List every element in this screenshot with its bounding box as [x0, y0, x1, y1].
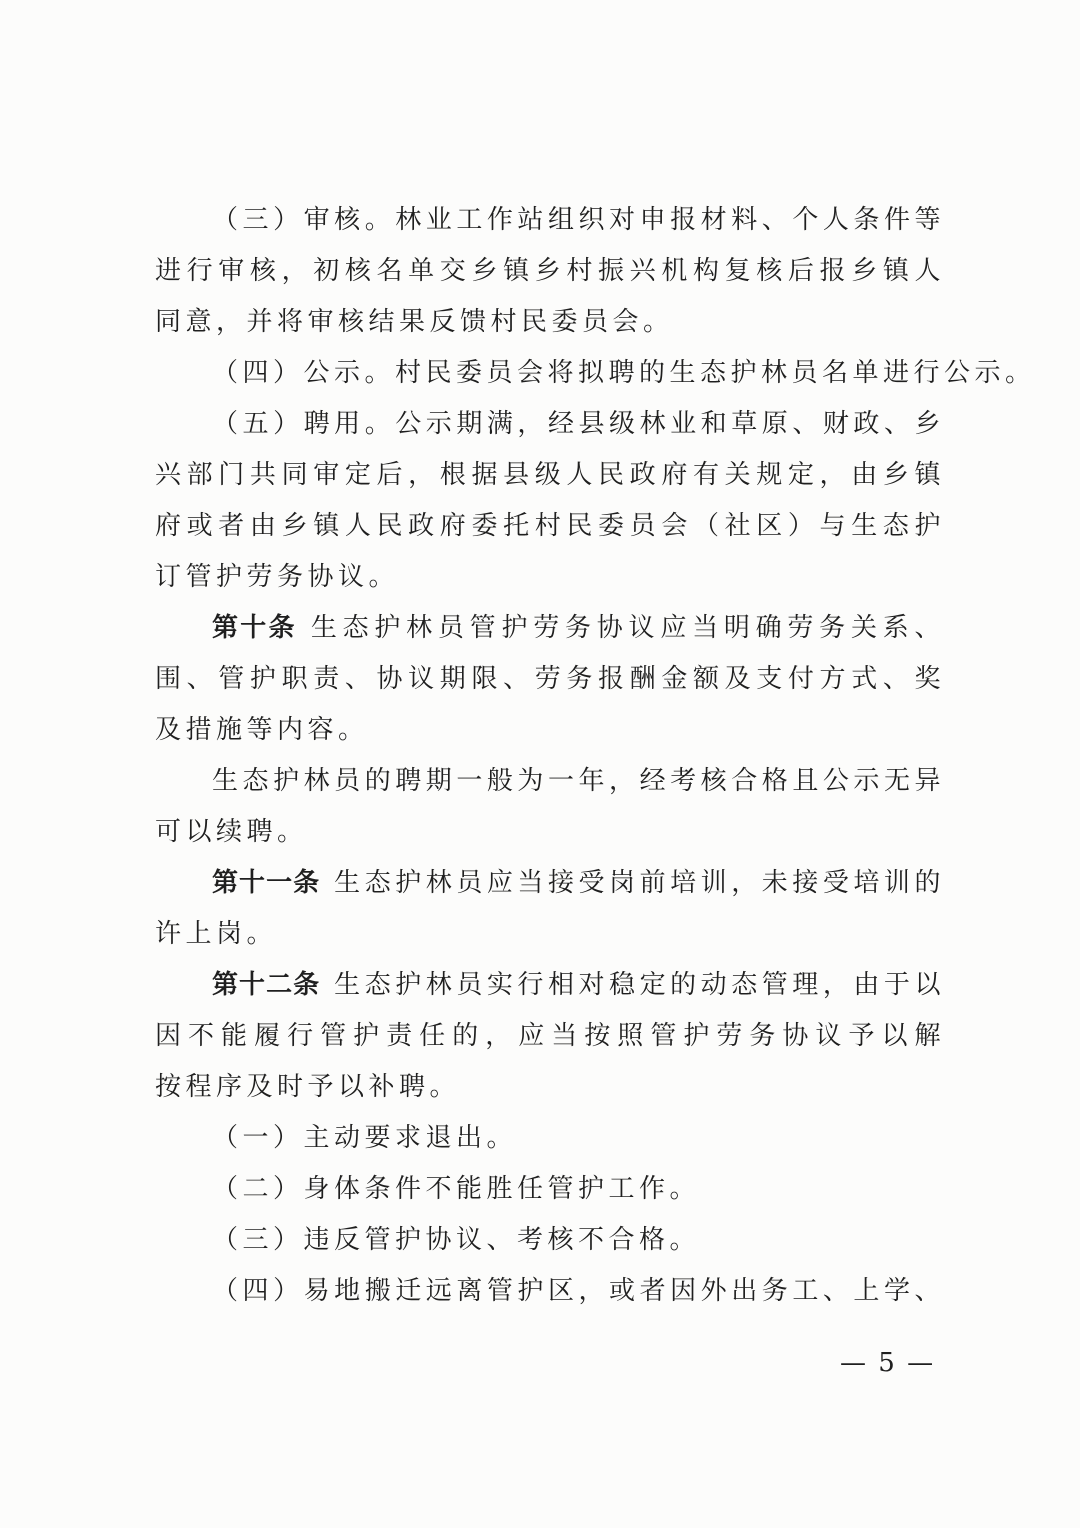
line-text: （二）身体条件不能胜任管护工作。 [212, 1174, 701, 1204]
text-line [155, 1266, 945, 1317]
line-text: 生态护林员实行相对稳定的动态管理，由于以 [334, 970, 945, 1000]
text-line [155, 1215, 945, 1266]
line-text: 府或者由乡镇人民政府委托村民委员会（社区）与生态护 [155, 511, 945, 541]
line-text: （三）违反管护协议、考核不合格。 [212, 1225, 701, 1255]
text-line [155, 909, 945, 960]
line-text: 生态护林员的聘期一般为一年，经考核合格且公示无异 [212, 766, 945, 796]
line-text: （三）审核。林业工作站组织对申报材料、个人条件等 [212, 205, 945, 235]
line-text: 许上岗。 [155, 919, 278, 949]
article-label: 第十条 [212, 613, 297, 643]
text-line [155, 1113, 945, 1164]
line-text: 围、管护职责、协议期限、劳务报酬金额及支付方式、奖 [155, 664, 945, 694]
text-line [155, 807, 945, 858]
text-line [155, 705, 945, 756]
line-text: （一）主动要求退出。 [212, 1123, 518, 1153]
line-text: 订管护劳务协议。 [155, 562, 400, 592]
page-number: — 5 — [840, 1348, 936, 1378]
text-line [155, 501, 945, 552]
line-text: 进行审核，初核名单交乡镇乡村振兴机构复核后报乡镇人 [155, 256, 945, 286]
text-line [155, 399, 945, 450]
line-text: 因不能履行管护责任的，应当按照管护劳务协议予以解 [155, 1021, 945, 1051]
text-line [155, 858, 945, 909]
text-line [155, 654, 945, 705]
text-line [155, 756, 945, 807]
line-text: （五）聘用。公示期满，经县级林业和草原、财政、乡 [212, 409, 945, 439]
line-text: 按程序及时予以补聘。 [155, 1072, 461, 1102]
text-line [155, 297, 945, 348]
text-line [155, 195, 945, 246]
line-text: 生态护林员应当接受岗前培训，未接受培训的 [334, 868, 945, 898]
line-text: 及措施等内容。 [155, 715, 369, 745]
line-text: （四）公示。村民委员会将拟聘的生态护林员名单进行公示。 [212, 358, 1036, 388]
text-line [155, 246, 945, 297]
text-line [155, 450, 945, 501]
text-line [155, 1062, 945, 1113]
article-label: 第十二条 [212, 970, 321, 1000]
article-label: 第十一条 [212, 868, 321, 898]
body-text [155, 195, 1036, 1317]
text-line [155, 1164, 945, 1215]
line-text: 生态护林员管护劳务协议应当明确劳务关系、 [310, 613, 945, 643]
line-text: （四）易地搬迁远离管护区，或者因外出务工、上学、 [212, 1276, 945, 1306]
text-line [155, 552, 945, 603]
text-line [155, 348, 1036, 399]
line-text: 兴部门共同审定后，根据县级人民政府有关规定，由乡镇 [155, 460, 945, 490]
line-text: 同意，并将审核结果反馈村民委员会。 [155, 307, 674, 337]
text-line [155, 1011, 945, 1062]
text-line [155, 960, 945, 1011]
line-text: 可以续聘。 [155, 817, 308, 847]
text-line [155, 603, 945, 654]
